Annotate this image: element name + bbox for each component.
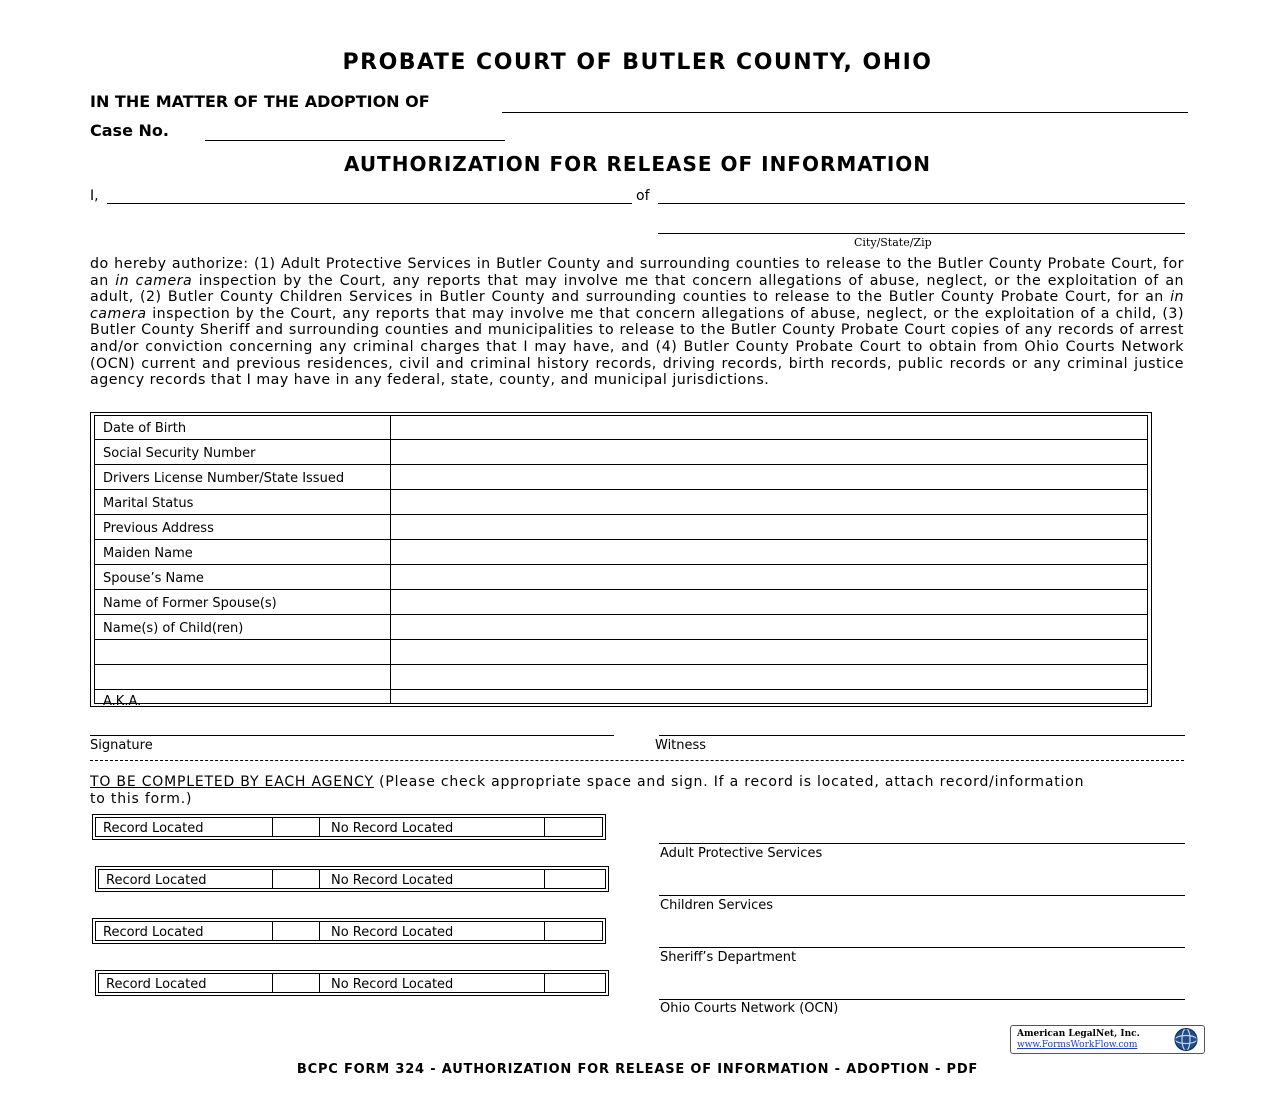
cell-divider [319, 921, 320, 941]
agency-signature-line[interactable] [659, 999, 1185, 1000]
cell-divider [319, 973, 320, 993]
globe-icon [1169, 1027, 1203, 1052]
no-record-located-checkbox[interactable] [545, 921, 600, 941]
no-record-located-checkbox[interactable] [545, 869, 600, 889]
info-row-children[interactable] [94, 615, 1148, 640]
logo-company-name: American LegalNet, Inc. [1017, 1029, 1140, 1039]
agency-signature-line[interactable] [659, 895, 1185, 896]
no-record-located-label: No Record Located [331, 873, 454, 888]
form-footer: BCPC FORM 324 - AUTHORIZATION FOR RELEASE OF INFORMATION - ADOPTION - PDF [296, 1062, 979, 1077]
signature-line[interactable] [90, 735, 614, 736]
american-legalnet-logo[interactable] [1010, 1025, 1205, 1054]
record-located-label: Record Located [106, 977, 207, 992]
record-located-label: Record Located [103, 821, 204, 836]
info-row-label: Maiden Name [103, 546, 193, 561]
info-row-label: Drivers License Number/State Issued [103, 471, 345, 486]
in-camera-italic-2: in camera [90, 289, 1184, 322]
no-record-located-checkbox[interactable] [545, 973, 600, 993]
form-subtitle: AUTHORIZATION FOR RELEASE OF INFORMATION [343, 152, 932, 176]
info-row-aka[interactable] [94, 690, 1148, 715]
case-number-label: Case No. [90, 121, 169, 140]
agency-name-label: Ohio Courts Network (OCN) [660, 1001, 839, 1016]
info-row-maiden-name[interactable] [94, 540, 1148, 565]
in-camera-italic-1: in camera [115, 272, 193, 289]
adoption-name-field[interactable] [502, 112, 1188, 113]
of-label: of [636, 188, 650, 204]
no-record-located-label: No Record Located [331, 821, 454, 836]
info-row-previous-address[interactable] [94, 515, 1148, 540]
agency-instructions [90, 774, 1090, 808]
agency-signature-line[interactable] [659, 947, 1185, 948]
info-row-spouse-name[interactable] [94, 565, 1148, 590]
record-located-label: Record Located [103, 925, 204, 940]
witness-line[interactable] [659, 735, 1185, 736]
info-row-label: Social Security Number [103, 446, 256, 461]
adoption-matter-label: IN THE MATTER OF THE ADOPTION OF [90, 92, 430, 111]
no-record-located-label: No Record Located [331, 977, 454, 992]
case-number-field[interactable] [205, 140, 505, 141]
record-located-checkbox[interactable] [273, 817, 318, 837]
record-located-checkbox[interactable] [273, 973, 318, 993]
authorization-text-part1: do hereby authorize: (1) Adult Protective Services in Butler County and surrounding counties to release to the Butler County Probate Court, for an [90, 256, 1184, 289]
city-state-zip-label: City/State/Zip [854, 236, 932, 249]
address-field[interactable] [658, 203, 1185, 204]
signature-label: Signature [90, 738, 153, 753]
info-row-label: Name of Former Spouse(s) [103, 596, 277, 611]
agency-name-label: Adult Protective Services [660, 846, 823, 861]
info-row-blank-1[interactable] [94, 640, 1148, 665]
authorization-text-part3: inspection by the Court, any reports that may involve me that concern allegations of abuse, neglect, or the exploitation of a child, (3) Butler County Sheriff and surrounding counties and municipalities to release to the Butler County Probate Court copies of any records of arrest and/or conviction concerning any criminal charges that I may have, and (4) Butler County Probate Court to obtain from Ohio Courts Network (OCN) current and previous residences, civil and criminal history records, driving records, birth records, public records or any criminal justice agency records that I may have in any federal, state, county, and municipal jurisdictions. [90, 305, 1184, 389]
i-label: I, [90, 188, 99, 204]
agency-heading-rest: (Please check appropriate space and sign. If a record is located, attach record/information to this form.) [90, 774, 1085, 807]
no-record-located-label: No Record Located [331, 925, 454, 940]
authorization-paragraph [90, 256, 1184, 389]
agency-name-label: Sheriff’s Department [660, 950, 797, 965]
record-located-checkbox[interactable] [273, 869, 318, 889]
info-row-former-spouse[interactable] [94, 590, 1148, 615]
logo-url-link[interactable]: www.FormsWorkFlow.com [1017, 1040, 1138, 1050]
cell-divider [319, 869, 320, 889]
agency-signature-line[interactable] [659, 843, 1185, 844]
info-row-date-of-birth[interactable] [94, 415, 1148, 440]
info-row-blank-2[interactable] [94, 665, 1148, 690]
record-located-checkbox[interactable] [273, 921, 318, 941]
agency-heading: TO BE COMPLETED BY EACH AGENCY [90, 774, 374, 790]
info-row-label: Name(s) of Child(ren) [103, 621, 244, 636]
record-located-label: Record Located [106, 873, 207, 888]
info-row-marital-status[interactable] [94, 490, 1148, 515]
no-record-located-checkbox[interactable] [545, 817, 600, 837]
cell-divider [319, 817, 320, 837]
court-title: PROBATE COURT OF BUTLER COUNTY, OHIO [342, 50, 933, 75]
city-state-zip-field[interactable] [658, 233, 1185, 234]
info-row-label: Marital Status [103, 496, 194, 511]
info-row-drivers-license[interactable] [94, 465, 1148, 490]
agency-name-label: Children Services [660, 898, 774, 913]
applicant-name-field[interactable] [107, 203, 632, 204]
cut-line-divider [90, 760, 1184, 761]
info-row-label: Previous Address [103, 521, 214, 536]
info-row-label: A.K.A. [103, 694, 142, 709]
witness-label: Witness [655, 738, 707, 753]
info-row-label: Spouse’s Name [103, 571, 204, 586]
authorization-text-part2: inspection by the Court, any reports that may involve me that concern allegations of abuse, neglect, or the exploitation of an adult, (2) Butler County Children Services in Butler County and surrounding counties to release to the Butler County Probate Court, for an [90, 272, 1185, 306]
info-row-label: Date of Birth [103, 421, 187, 436]
info-row-ssn[interactable] [94, 440, 1148, 465]
